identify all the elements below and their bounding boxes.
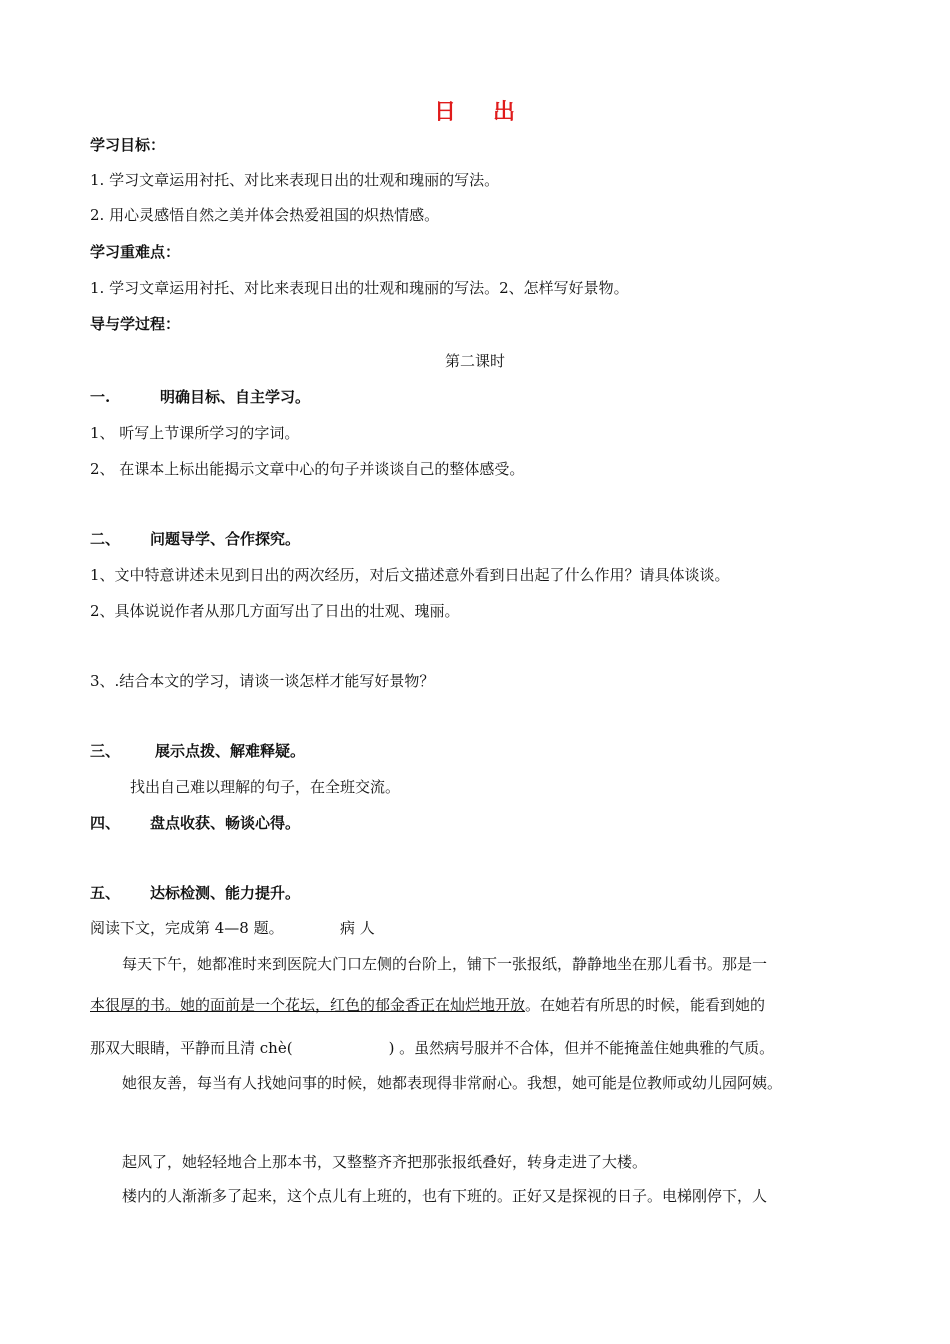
process-heading: 导与学过程： (90, 315, 181, 333)
section-1-number: 一. (90, 388, 111, 406)
paragraph-1-line-3-end: ) 。虽然病号服并不合体，但并不能掩盖住她典雅的气质。 (388, 1039, 775, 1057)
paragraph-1-line-2 (90, 995, 765, 1015)
section-3-title: 展示点拨、解难释疑。 (155, 742, 306, 760)
title-part-1: 日 (433, 99, 457, 125)
goal-item-2: 2. 用心灵感悟自然之美并体会热爱祖国的炽热情感。 (90, 206, 440, 224)
paragraph-1-line-3-start: 那双大眼睛，平静而且清 chè( (90, 1039, 293, 1057)
section-1-item-2: 2、 在课本上标出能揭示文章中心的句子并谈谈自己的整体感受。 (90, 460, 525, 478)
section-5-title: 达标检测、能力提升。 (150, 884, 301, 902)
section-3-number: 三、 (90, 742, 121, 760)
goals-heading: 学习目标： (90, 136, 166, 154)
key-points-heading: 学习重难点： (90, 243, 181, 261)
section-2-item-3: 3、.结合本文的学习，请谈一谈怎样才能写好景物？ (90, 672, 435, 690)
reading-intro: 阅读下文，完成第 4—8 题。 (90, 919, 284, 937)
section-3-text: 找出自己难以理解的句子，在全班交流。 (130, 778, 401, 796)
paragraph-3: 起风了，她轻轻地合上那本书，又整整齐齐把那张报纸叠好，转身走进了大楼。 (122, 1153, 648, 1171)
section-1-item-1: 1、 听写上节课所学习的字词。 (90, 424, 300, 442)
section-5-number: 五、 (90, 884, 121, 902)
paragraph-1-line-1: 每天下午，她都准时来到医院大门口左侧的台阶上，铺下一张报纸，静静地坐在那儿看书。那是一 (122, 955, 768, 973)
key-point-item-1: 1. 学习文章运用衬托、对比来表现日出的壮观和瑰丽的写法。2、怎样写好景物。 (90, 279, 629, 297)
section-1-title: 明确目标、自主学习。 (160, 388, 311, 406)
story-title: 病 人 (340, 919, 375, 937)
section-2-title: 问题导学、合作探究。 (150, 530, 301, 548)
section-4-title: 盘点收获、畅谈心得。 (150, 814, 301, 832)
page-title (0, 95, 950, 126)
goal-item-1: 1. 学习文章运用衬托、对比来表现日出的壮观和瑰丽的写法。 (90, 171, 500, 189)
section-2-number: 二、 (90, 530, 121, 548)
underlined-sentence: 本很厚的书。她的面前是一个花坛，红色的郁金香正在灿烂地开放 (90, 996, 526, 1014)
section-4-number: 四、 (90, 814, 121, 832)
section-2-item-1: 1、文中特意讲述未见到日出的两次经历，对后文描述意外看到日出起了什么作用？请具体谈谈。 (90, 566, 730, 584)
lesson-label: 第二课时 (444, 352, 505, 370)
paragraph-4: 楼内的人渐渐多了起来，这个点儿有上班的，也有下班的。正好又是探视的日子。电梯刚停下，人 (122, 1187, 768, 1205)
paragraph-2: 她很友善，每当有人找她问事的时候，她都表现得非常耐心。我想，她可能是位教师或幼儿园阿姨。 (122, 1074, 783, 1092)
title-part-2: 出 (493, 99, 517, 125)
paragraph-1-line-3 (90, 1038, 774, 1058)
section-2-item-2: 2、具体说说作者从那几方面写出了日出的壮观、瑰丽。 (90, 602, 460, 620)
paragraph-1-line-2-rest: 。在她若有所思的时候，能看到她的 (525, 996, 766, 1014)
